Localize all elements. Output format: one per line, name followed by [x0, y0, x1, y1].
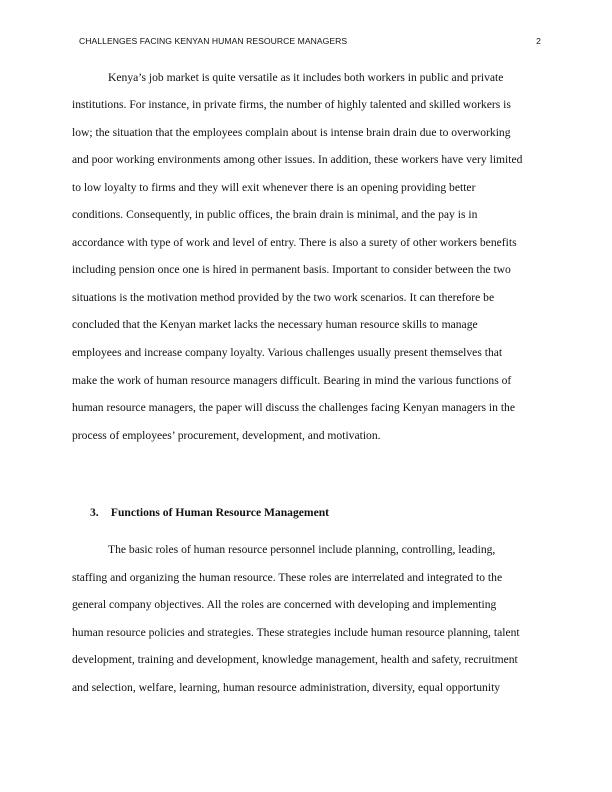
paragraph-line: process of employees’ procurement, development, and motivation. [72, 429, 381, 442]
running-title: CHALLENGES FACING KENYAN HUMAN RESOURCE MANAGERS [79, 36, 348, 46]
paragraph-line: accordance with type of work and level of entry. There is also a surety of other workers benefits [72, 236, 517, 249]
page-header [79, 36, 541, 50]
section-heading [90, 506, 329, 520]
paragraph-line: concluded that the Kenyan market lacks the necessary human resource skills to manage [72, 318, 478, 331]
paragraph-line: staffing and organizing the human resource. These roles are interrelated and integrated to the [72, 571, 503, 584]
paragraph-line: including pension once one is hired in permanent basis. Important to consider between the two [72, 263, 511, 276]
paragraph-line: human resource policies and strategies. These strategies include human resource planning, talent [72, 626, 520, 639]
paragraph-line: human resource managers, the paper will discuss the challenges facing Kenyan managers in the [72, 401, 515, 414]
paragraph-line: development, training and development, knowledge management, health and safety, recruitment [72, 653, 518, 666]
paragraph-line: make the work of human resource managers difficult. Bearing in mind the various functions of [72, 374, 512, 387]
page-number: 2 [536, 36, 541, 46]
paragraph-line: The basic roles of human resource personnel include planning, controlling, leading, [108, 543, 496, 556]
paragraph-line: low; the situation that the employees complain about is intense brain drain due to overworking [72, 126, 511, 139]
section-title: Functions of Human Resource Management [110, 506, 330, 519]
paragraph-line: to low loyalty to firms and they will exit whenever there is an opening providing better [72, 181, 476, 194]
paragraph-line: and poor working environments among other issues. In addition, these workers have very limited [72, 153, 523, 166]
paragraph-line: institutions. For instance, in private firms, the number of highly talented and skilled workers is [72, 98, 511, 111]
paragraph-line: situations is the motivation method provided by the two work scenarios. It can therefore be [72, 291, 495, 304]
section-number: 3. [90, 506, 99, 519]
paragraph-line: conditions. Consequently, in public offices, the brain drain is minimal, and the pay is in [72, 208, 478, 221]
paragraph-line: employees and increase company loyalty. Various challenges usually present themselves that [72, 346, 503, 359]
paragraph-line: and selection, welfare, learning, human resource administration, diversity, equal opportunity [72, 681, 501, 694]
paragraph-line: Kenya’s job market is quite versatile as it includes both workers in public and private [108, 71, 504, 84]
paragraph-line: general company objectives. All the roles are concerned with developing and implementing [72, 598, 497, 611]
